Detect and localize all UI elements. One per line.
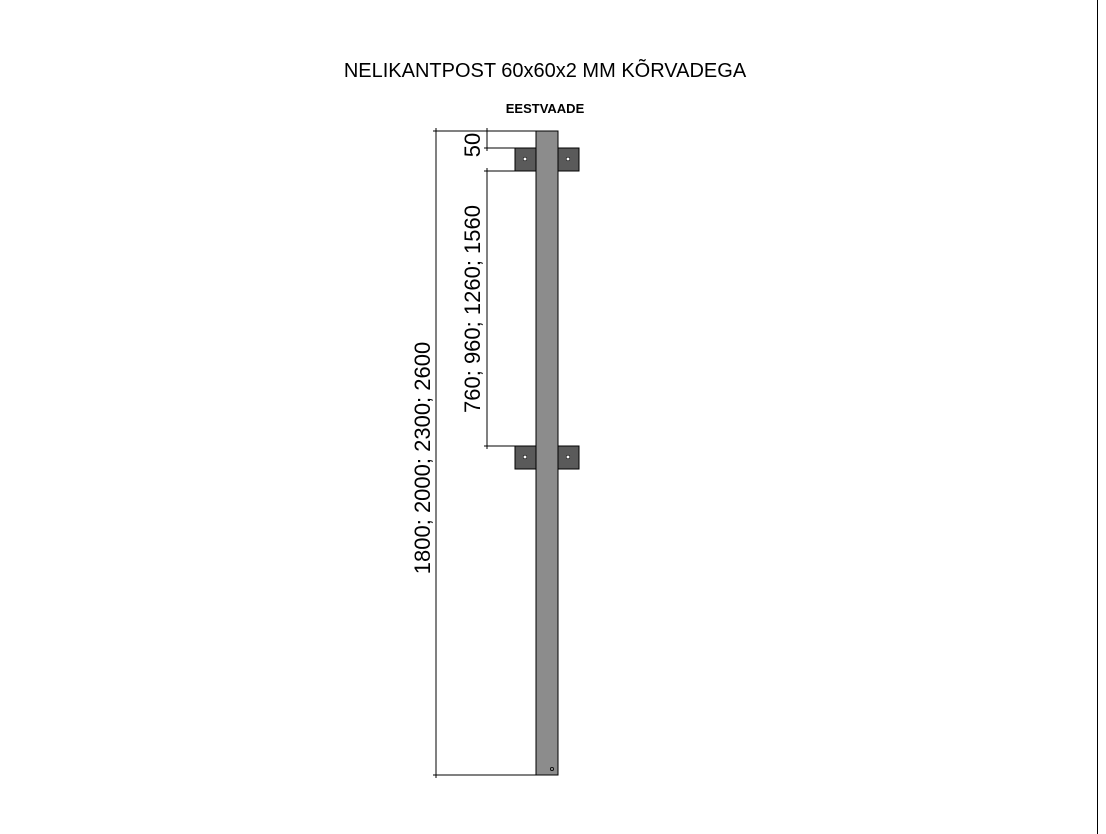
lower-lug-right: [558, 446, 579, 469]
dimension-lug-spacing: [484, 168, 515, 449]
upper-lug-right: [558, 148, 579, 171]
dimension-lug-spacing-label: 760; 960; 1260; 1560: [460, 205, 485, 413]
drawing-title: NELIKANTPOST 60x60x2 MM KÕRVADEGA: [343, 60, 747, 82]
lower-lug-left: [515, 446, 536, 469]
upper-lug-left: [515, 148, 536, 171]
post-body: [536, 131, 558, 775]
view-label: EESTVAADE: [505, 101, 585, 116]
dimension-total-height-label: 1800; 2000; 2300; 2600: [410, 341, 435, 575]
dimension-top-offset-label: 50: [460, 132, 485, 158]
